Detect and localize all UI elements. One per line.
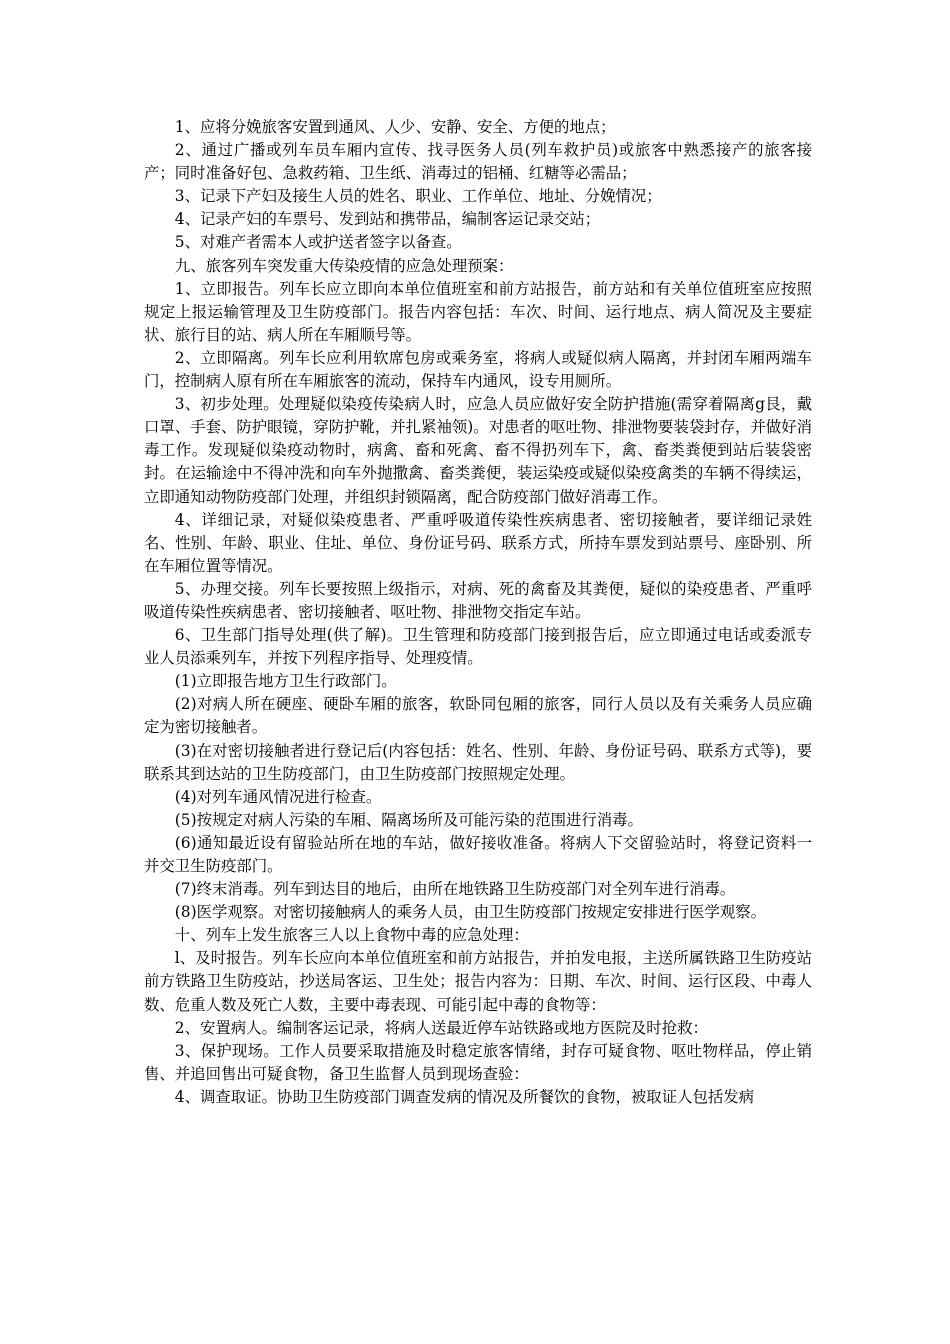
paragraph-7: 1、立即报告。列车长应立即向本单位值班室和前方站报告，前方站和有关单位值班室应按照规定上报运输管理及卫生防疫部门。报告内容包括：车次、时间、运行地点、病人简况及主要症状、旅行目的站、病人所在车厢顺号等。 [144, 279, 812, 344]
paragraph-17: (5)按规定对病人污染的车厢、隔离场所及可能污染的范围进行消毒。 [174, 810, 643, 829]
document-body [144, 116, 812, 1109]
paragraph-5: 5、对难产者需本人或护送者签字以备查。 [174, 233, 462, 252]
paragraph-19: (7)终末消毒。列车到达目的地后，由所在地铁路卫生防疫部门对全列车进行消毒。 [174, 880, 736, 899]
section-heading-9: 九、旅客列车突发重大传染疫情的应急处理预案： [174, 256, 514, 275]
paragraph-24: 3、保护现场。工作人员要采取措施及时稳定旅客情绪，封存可疑食物、呕吐物样品，停止销售、并追回售出可疑食物，备卫生监督人员到现场查验： [144, 1041, 812, 1083]
paragraph-23: 2、安置病人。编制客运记录，将病人送最近停车站铁路或地方医院及时抢救： [174, 1018, 708, 1037]
paragraph-9: 3、初步处理。处理疑似染疫传染病人时，应急人员应做好安全防护措施(需穿着隔离g艮，戴口罩、手套、防护眼镜，穿防护靴，并扎紧袖领)。对患者的呕吐物、排泄物要装袋封存，并做好消毒工作。发现疑似染疫动物时，病禽、畜和死禽、畜不得扔列车下，禽、畜类粪便到站后装袋密封。在运输途中不得冲洗和向车外抛撒禽、畜类粪便，装运染疫或疑似染疫禽类的车辆不得续运，立即通知动物防疫部门处理，并组织封锁隔离，配合防疫部门做好消毒工作。 [144, 395, 812, 506]
paragraph-12: 6、卫生部门指导处理(供了解)。卫生管理和防疫部门接到报告后，应立即通过电话或委派专业人员添乘列车，并按下列程序指导、处理疫情。 [144, 626, 812, 668]
paragraph-13: (1)立即报告地方卫生行政部门。 [174, 672, 397, 691]
paragraph-16: (4)对列车通风情况进行检查。 [174, 787, 382, 806]
paragraph-22: l、及时报告。列车长应向本单位值班室和前方站报告，并拍发电报，主送所属铁路卫生防疫站前方铁路卫生防疫站，抄送局客运、卫生处；报告内容为：日期、车次、时间、运行区段、中毒人数、危重人数及死亡人数，主要中毒表现、可能引起中毒的食物等： [144, 949, 812, 1014]
paragraph-4: 4、记录产妇的车票号、发到站和携带品，编制客运记录交站； [174, 210, 601, 229]
paragraph-3: 3、记录下产妇及接生人员的姓名、职业、工作单位、地址、分娩情况； [174, 187, 662, 206]
paragraph-14: (2)对病人所在硬座、硬卧车厢的旅客，软卧同包厢的旅客，同行人员以及有关乘务人员应确定为密切接触者。 [144, 695, 812, 737]
paragraph-10: 4、详细记录，对疑似染疫患者、严重呼吸道传染性疾病患者、密切接触者，要详细记录姓名、性别、年龄、职业、住址、单位、身份证号码、联系方式，所持车票发到站票号、座卧别、所在车厢位置等情况。 [144, 510, 812, 575]
paragraph-2: 2、通过广播或列车员车厢内宣传、找寻医务人员(列车救护员)或旅客中熟悉接产的旅客接产；同时准备好包、急救药箱、卫生纸、消毒过的铝桶、红糖等必需品； [144, 141, 812, 183]
paragraph-18: (6)通知最近设有留验站所在地的车站，做好接收准备。将病人下交留验站时，将登记资料一并交卫生防疫部门。 [144, 833, 812, 875]
paragraph-25: 4、调查取证。协助卫生防疫部门调查发病的情况及所餐饮的食物，被取证人包括发病 [174, 1087, 755, 1106]
paragraph-15: (3)在对密切接触者进行登记后(内容包括：姓名、性别、年龄、身份证号码、联系方式等)，要联系其到达站的卫生防疫部门，由卫生防疫部门按照规定处理。 [144, 741, 812, 783]
paragraph-20: (8)医学观察。对密切接触病人的乘务人员，由卫生防疫部门按规定安排进行医学观察。 [174, 903, 767, 922]
paragraph-1: 1、应将分娩旅客安置到通风、人少、安静、安全、方便的地点； [174, 118, 616, 136]
section-heading-10: 十、列车上发生旅客三人以上食物中毒的应急处理： [174, 926, 529, 945]
paragraph-11: 5、办理交接。列车长要按照上级指示，对病、死的禽畜及其粪便，疑似的染疫患者、严重呼吸道传染性疾病患者、密切接触者、呕吐物、排泄物交指定车站。 [144, 579, 812, 621]
paragraph-8: 2、立即隔离。列车长应利用软席包房或乘务室，将病人或疑似病人隔离，并封闭车厢两端车门，控制病人原有所在车厢旅客的流动，保持车内通风，设专用厕所。 [144, 348, 812, 391]
